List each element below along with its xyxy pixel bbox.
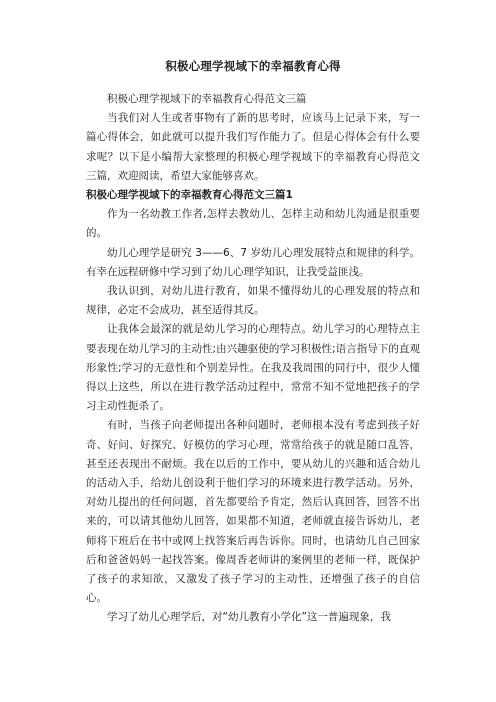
body-paragraph: 作为一名幼教工作者,怎样去教幼儿、怎样主动和幼儿沟通是很重要的。 [86, 208, 420, 240]
body-paragraph: 有时，当孩子向老师提出各种问题时，老师根本没有考虑到孩子好奇、好问、好探究、好模仿的学习心理，常常给孩子的就是随口乱答，甚至还表现出不耐烦。我在以后的工作中，要从幼儿的兴趣和适合幼儿的活动入手，给幼儿创设利于他们学习的环境来进行教学活动。另外，对幼儿提出的任何问题，首先都要给予肯定，然后认真回答，回答不出来的，可以请其他幼儿回答，如果都不知道，老师就直接告诉幼儿，老师将下班后在书中或网上找答案后再告诉你。同时，也请幼儿自己回家后和爸爸妈妈一起找答案。像周香老师讲的案例里的老师一样，既保护了孩子的求知欲，又激发了孩子学习的主动性，还增强了孩子的自信心。 [86, 419, 420, 605]
document-page [86, 58, 420, 628]
body-paragraph: 学习了幼儿心理学后，对“幼儿教育小学化”这一普遍现象，我 [107, 611, 391, 624]
document-body [86, 90, 420, 628]
body-paragraph: 我认识到，对幼儿进行教育，如果不懂得幼儿的心理发展的特点和规律，必定不会成功，甚至适得其反。 [86, 285, 420, 317]
document-subtitle: 积极心理学视域下的幸福教育心得范文三篇 [107, 93, 307, 105]
body-paragraph: 让我体会最深的就是幼儿学习的心理特点。幼儿学习的心理特点主要表现在幼儿学习的主动性;由兴趣驱使的学习积极性;语言指导下的直观形象性;学习的无意性和个别差异性。在我及我周围的同行中，很少人懂得以上这些，所以在进行教学活动过程中，常常不知不觉地把孩子的学习主动性扼杀了。 [86, 323, 420, 413]
body-paragraph: 幼儿心理学是研究 3——6、7 岁幼儿心理发展特点和规律的科学。有幸在远程研修中学习到了幼儿心理学知识，让我受益匪浅。 [86, 246, 420, 278]
body-paragraph: 当我们对人生或者事物有了新的思考时，应该马上记录下来，写一篇心得体会，如此就可以提升我们写作能力了。但是心得体会有什么要求呢？以下是小编帮大家整理的积极心理学视域下的幸福教育心得范文三篇，欢迎阅读，希望大家能够喜欢。 [86, 112, 420, 182]
document-title: 积极心理学视域下的幸福教育心得 [165, 59, 341, 73]
section-heading: 积极心理学视域下的幸福教育心得范文三篇1 [86, 189, 293, 202]
